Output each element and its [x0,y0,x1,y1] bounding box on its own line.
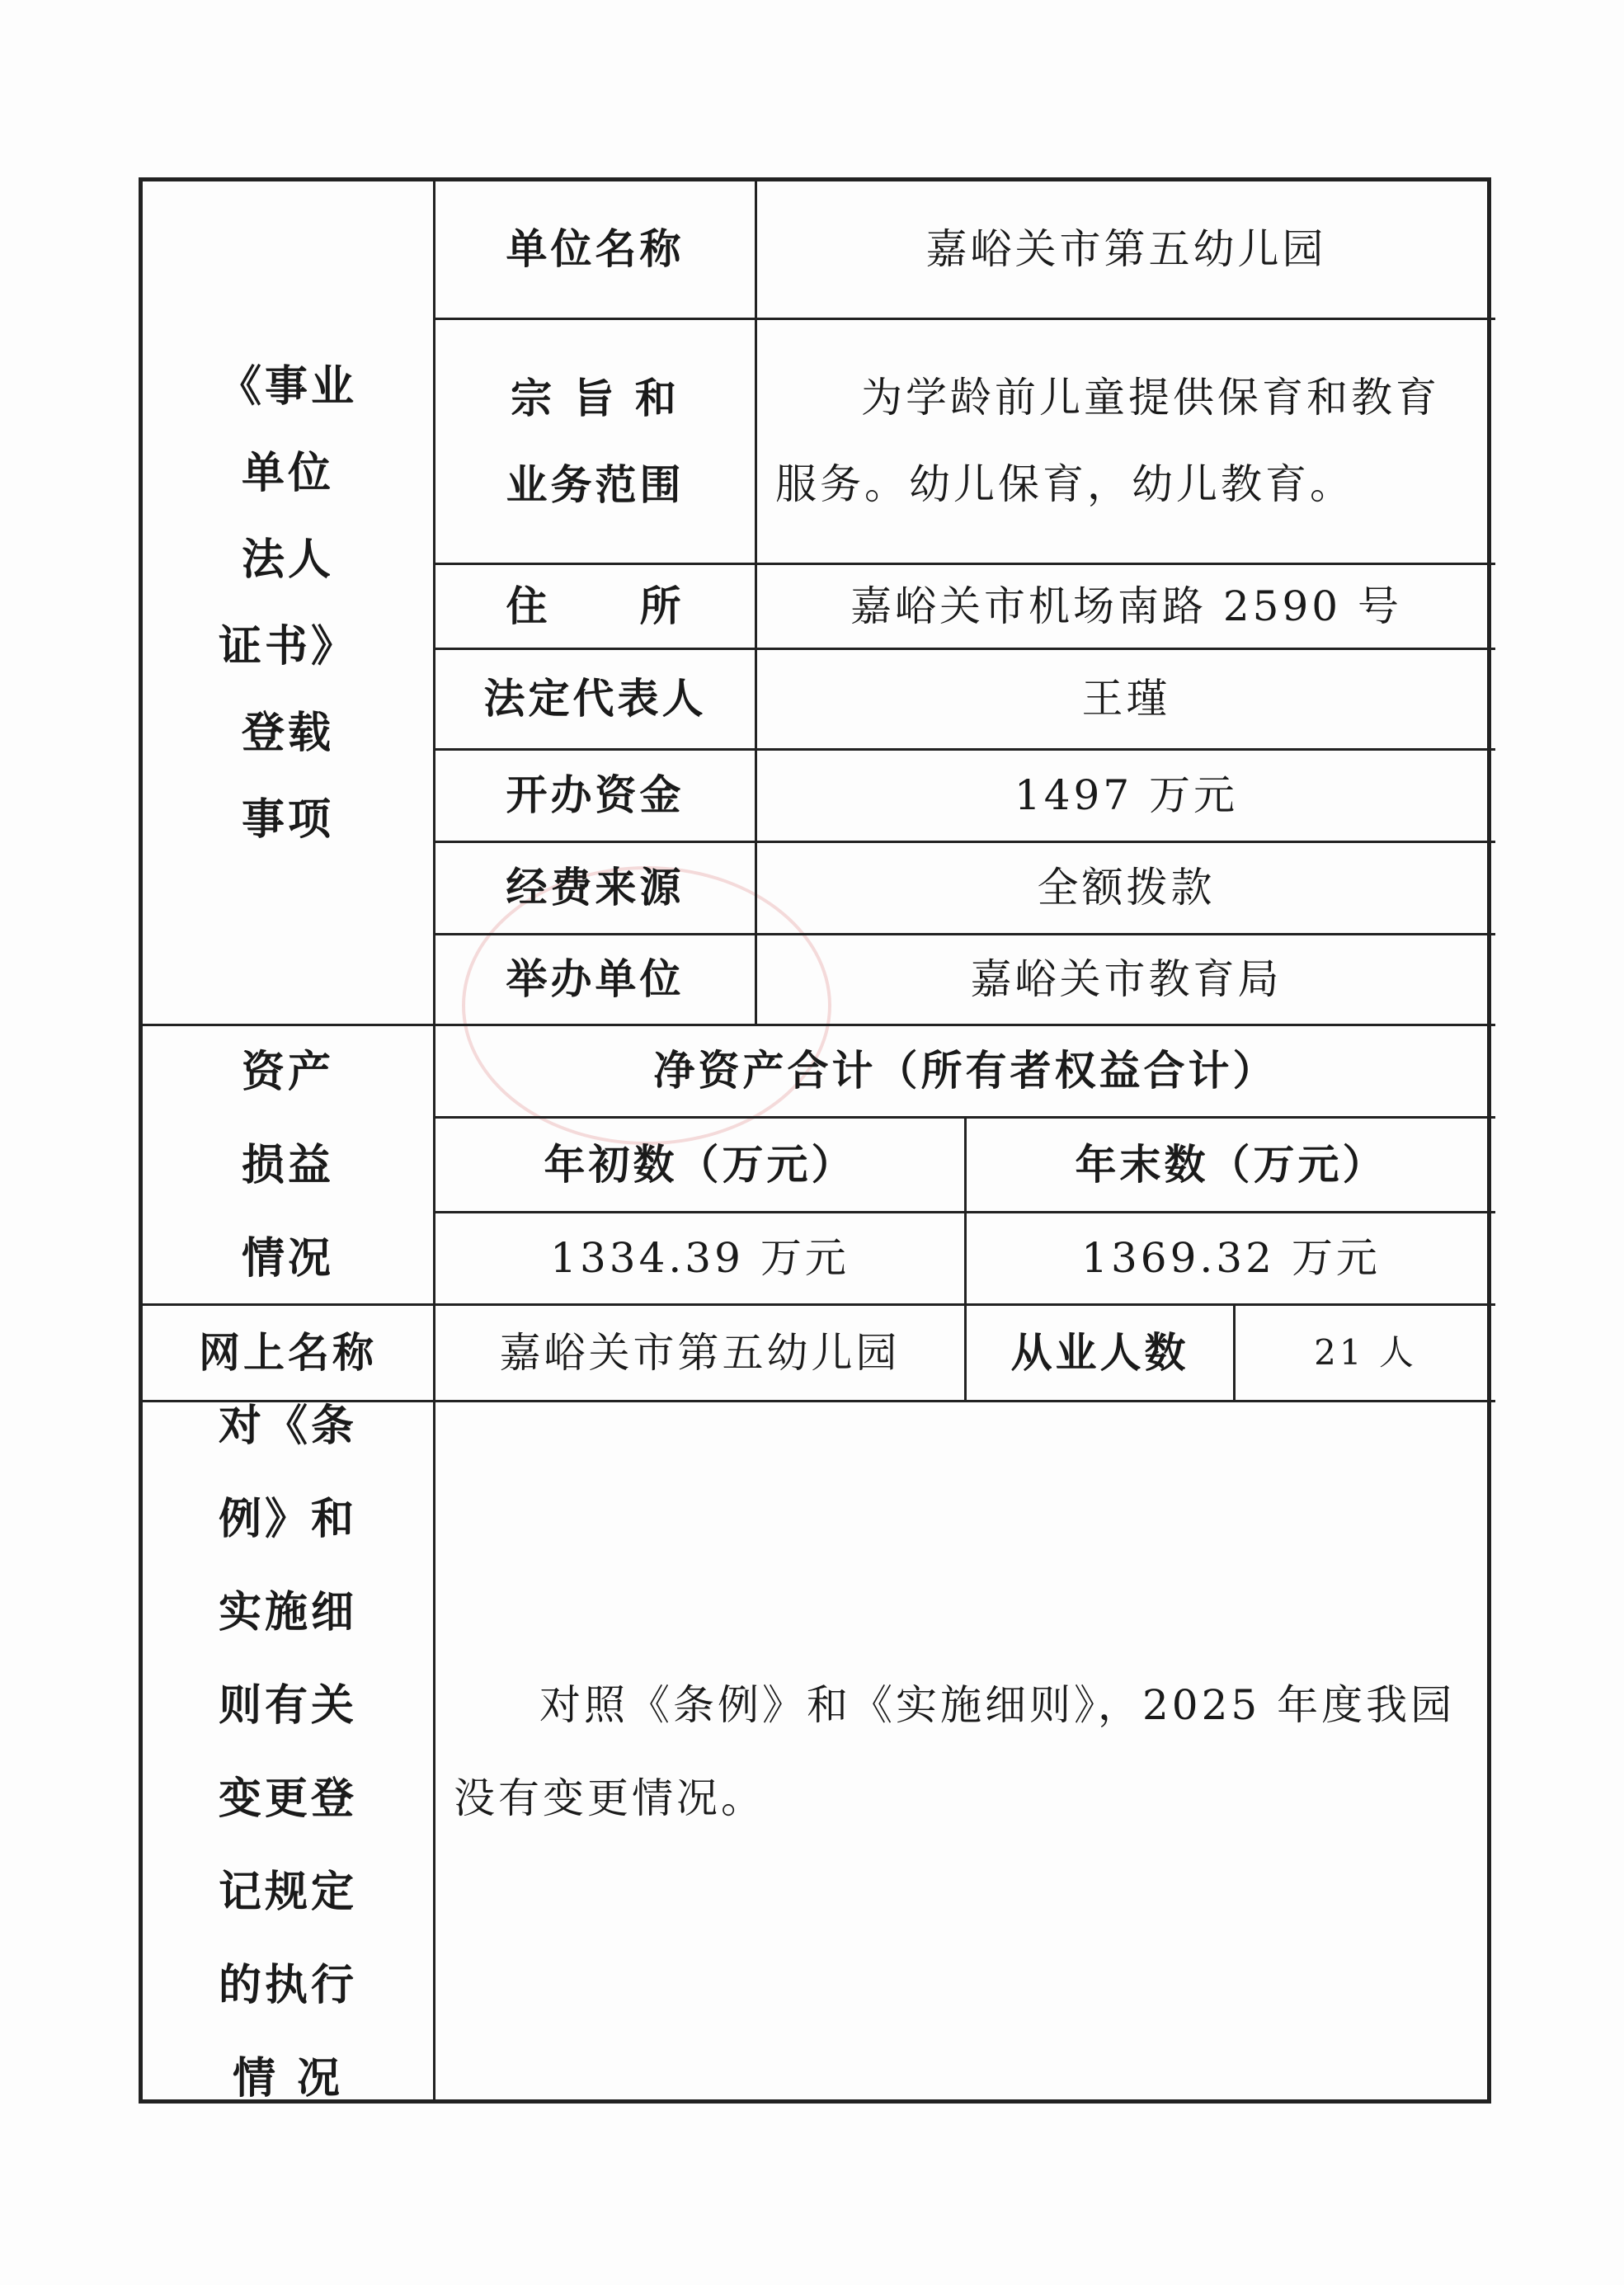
end-year-label: 年末数（万元） [967,1119,1495,1213]
execution-label-line: 的执行 [218,1959,357,2010]
purpose-text: 为学龄前儿童提供保育和教育服务。幼儿保育，幼儿教育。 [775,374,1440,508]
execution-label-line: 实施细 [218,1586,357,1637]
execution-value [435,1402,1495,2101]
funding-label: 经费来源 [435,843,757,935]
begin-year-label: 年初数（万元） [435,1119,967,1213]
address-label: 住 所 [435,565,757,650]
execution-label-line: 则有关 [218,1680,357,1731]
section-label-line: 单位 [241,447,334,498]
online-name-label: 网上名称 [143,1306,435,1402]
end-year-value: 1369.32 万元 [967,1213,1495,1306]
section-label-line: 法人 [241,534,334,585]
execution-text: 对照《条例》和《实施细则》，2025 年度我园没有变更情况。 [454,1681,1456,1822]
assets-label-line: 资产 [241,1046,334,1097]
section-label-certificate [143,181,435,1026]
execution-label-line: 对《条 [218,1400,357,1451]
registration-table [139,177,1491,2104]
execution-label-line: 变更登 [218,1773,357,1824]
purpose-label-line: 宗 旨 和 [511,374,680,422]
funding-value: 全额拨款 [757,843,1495,935]
section-label-line: 事项 [241,794,334,845]
begin-year-value: 1334.39 万元 [435,1213,967,1306]
execution-label-line: 情 况 [232,2052,344,2104]
staff-count-value: 21 人 [1236,1306,1495,1402]
sponsor-value: 嘉峪关市教育局 [757,935,1495,1026]
section-label-line: 登载 [241,707,334,758]
assets-label [143,1026,435,1306]
legal-rep-label: 法定代表人 [435,650,757,751]
staff-count-label: 从业人数 [967,1306,1236,1402]
purpose-value [757,320,1495,565]
capital-value: 1497 万元 [757,751,1495,843]
section-label-line: 《事业 [218,360,357,412]
purpose-label [435,320,757,565]
execution-label [143,1400,435,2104]
section-label-line: 证书》 [218,620,357,671]
sponsor-label: 举办单位 [435,935,757,1026]
online-name-value: 嘉峪关市第五幼儿园 [435,1306,967,1402]
capital-label: 开办资金 [435,751,757,843]
net-assets-header: 净资产合计（所有者权益合计） [435,1026,1495,1119]
purpose-label-line: 业务范围 [506,460,685,509]
unit-name-value: 嘉峪关市第五幼儿园 [757,181,1495,320]
legal-rep-value: 王瑾 [757,650,1495,751]
assets-label-line: 损益 [241,1139,334,1190]
execution-label-line: 例》和 [218,1493,357,1544]
execution-label-line: 记规定 [218,1866,357,1917]
address-value: 嘉峪关市机场南路 2590 号 [757,565,1495,650]
unit-name-label: 单位名称 [435,181,757,320]
assets-label-line: 情况 [241,1232,334,1284]
